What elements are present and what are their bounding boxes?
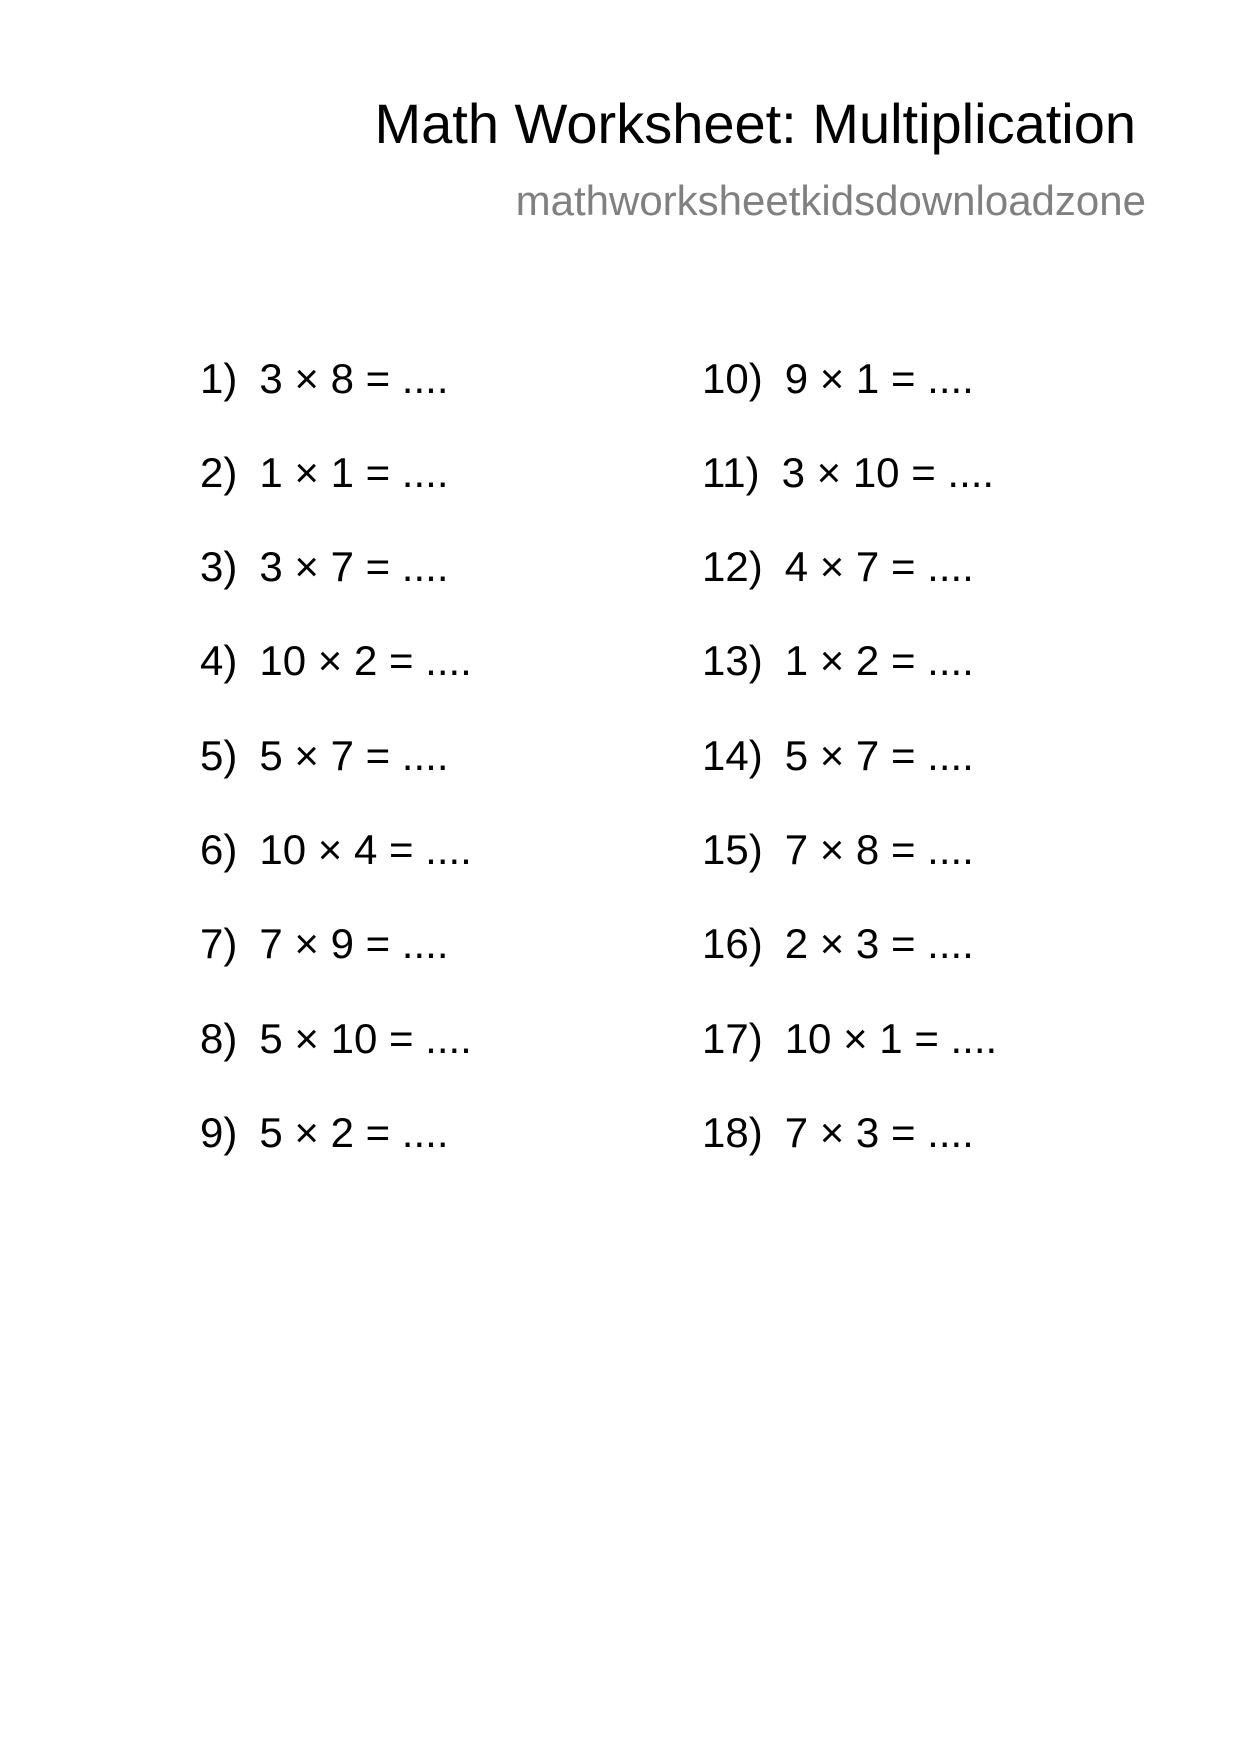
problem-number: 11) (702, 449, 760, 496)
problem-item (200, 826, 472, 873)
problem-item (702, 543, 974, 590)
problem-item (702, 1015, 998, 1062)
problem-expression: 1 × 2 = .... (784, 637, 974, 684)
problem-number: 2) (200, 449, 238, 496)
problem-expression: 5 × 10 = .... (259, 1015, 472, 1062)
problem-item (702, 355, 974, 402)
problem-number: 15) (702, 826, 763, 873)
problem-number: 3) (200, 543, 238, 590)
problem-item (200, 355, 449, 402)
problem-expression: 7 × 9 = .... (259, 920, 449, 967)
problem-number: 12) (702, 543, 763, 590)
problem-expression: 7 × 3 = .... (784, 1109, 974, 1156)
problem-number: 5) (200, 732, 238, 779)
problem-number: 1) (200, 355, 238, 402)
problem-number: 9) (200, 1109, 238, 1156)
problem-item (200, 543, 449, 590)
problem-item (702, 637, 974, 684)
problem-number: 16) (702, 920, 763, 967)
page-subtitle: mathworksheetkidsdownloadzone (515, 177, 1146, 224)
problem-item (200, 732, 449, 779)
problem-number: 4) (200, 637, 238, 684)
problem-item (702, 449, 995, 496)
page-title: Math Worksheet: Multiplication (374, 92, 1136, 155)
problem-expression: 9 × 1 = .... (784, 355, 974, 402)
problem-expression: 10 × 1 = .... (784, 1015, 998, 1062)
problem-expression: 10 × 2 = .... (259, 637, 472, 684)
problem-expression: 10 × 4 = .... (259, 826, 472, 873)
problem-expression: 3 × 7 = .... (259, 543, 449, 590)
problem-number: 7) (200, 920, 238, 967)
problem-number: 18) (702, 1109, 763, 1156)
problem-expression: 5 × 7 = .... (784, 732, 974, 779)
problem-expression: 5 × 7 = .... (259, 732, 449, 779)
problem-expression: 3 × 10 = .... (781, 449, 995, 496)
problem-number: 10) (702, 355, 763, 402)
problem-item (200, 920, 449, 967)
problem-expression: 7 × 8 = .... (784, 826, 974, 873)
problem-number: 13) (702, 637, 763, 684)
problem-expression: 1 × 1 = .... (259, 449, 449, 496)
problem-item (702, 1109, 974, 1156)
problem-number: 6) (200, 826, 238, 873)
problem-number: 17) (702, 1015, 763, 1062)
problem-item (200, 1109, 449, 1156)
problem-item (702, 732, 974, 779)
problem-item (200, 449, 449, 496)
problem-expression: 3 × 8 = .... (259, 355, 449, 402)
problem-number: 8) (200, 1015, 238, 1062)
problem-item (200, 1015, 472, 1062)
problem-item (200, 637, 472, 684)
problem-expression: 5 × 2 = .... (259, 1109, 449, 1156)
problem-number: 14) (702, 732, 763, 779)
problem-item (702, 826, 974, 873)
problem-expression: 2 × 3 = .... (784, 920, 974, 967)
problem-expression: 4 × 7 = .... (784, 543, 974, 590)
problem-item (702, 920, 974, 967)
